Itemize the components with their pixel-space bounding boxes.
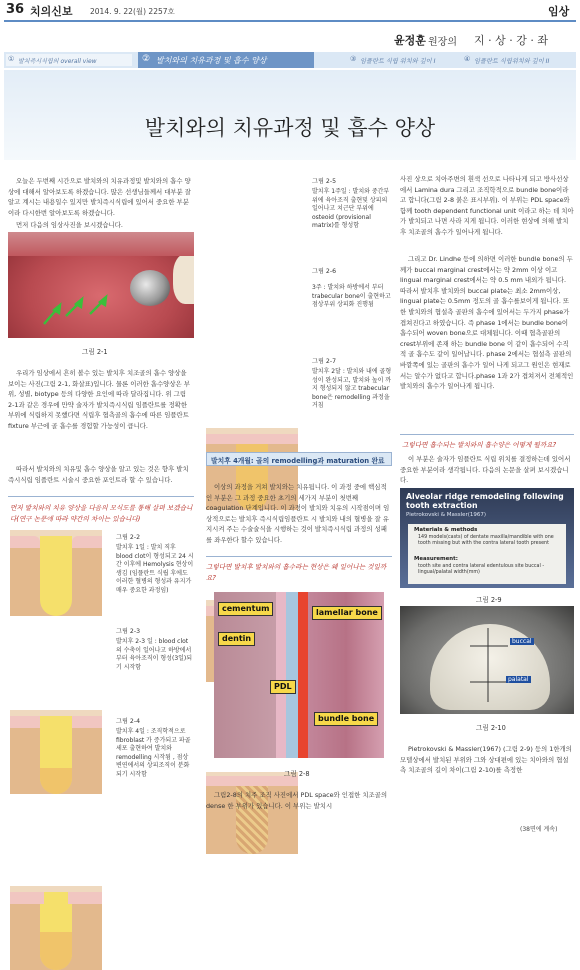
tab-4-label: 임플란트 식립위치와 깊이 II	[474, 58, 550, 65]
col3-divider	[400, 434, 574, 435]
paper-name: 치의신보	[30, 5, 73, 18]
figure-2-3-schematic	[10, 710, 102, 794]
figure-2-4-caption: 그림 2-4	[116, 718, 141, 725]
resorption-arrows	[8, 232, 194, 338]
figure-2-5-note: 발치후 1주일 : 발치와 중간부위에 육아조직 출현및 상피의 일어나고 치근단 부위에 osteoid (provisional matrix)를 형성함	[312, 188, 390, 230]
materials-heading: Materials & methods	[414, 527, 478, 533]
page-header	[0, 0, 580, 20]
dentin-region	[214, 592, 284, 758]
tab-1[interactable]	[6, 54, 132, 66]
tab-3[interactable]	[350, 54, 460, 66]
figure-2-9-caption: 그림 2-9	[476, 596, 502, 604]
gingiva-right	[72, 536, 102, 548]
label-pdl: PDL	[270, 680, 296, 694]
tab-3-label: 임플란트 식립 위치와 깊이 I	[360, 58, 436, 65]
col1-paragraph-4: 따라서 발치와의 치유및 흡수 양상을 알고 있는 것은 향후 발치즉시식립 임플란트 시술시 중요한 포인트라 할 수 있습니다.	[8, 465, 189, 484]
socket	[40, 536, 72, 616]
label-palatal: palatal	[508, 676, 529, 683]
col3-quote: 그렇다면 흡수되는 발치와의 흡수양은 어떻게 될까요?	[402, 441, 557, 449]
col2-divider	[206, 556, 392, 557]
gingiva-left	[10, 892, 44, 904]
col3-paragraph-3: 이 부분은 술자가 임플란트 식립 위치를 결정하는데 있어서 중요한 부분이라 생각됩니다. 다음의 논문을 살펴 보시겠습니다.	[400, 455, 571, 485]
figure-2-3-note: 발치후 2-3 일 : blood clot 의 수축이 일어나고 하방에서 부터 육아조직이 형성(3일)되기 시작함	[116, 638, 193, 671]
continued-note: (38면에 계속)	[520, 826, 558, 833]
figure-2-8-caption: 그림 2-8	[284, 770, 310, 778]
figure-2-5-caption: 그림 2-5	[312, 178, 337, 185]
col3-paragraph-1: 사진 상으로 치아주변의 흰색 선으로 나타나게 되고 방사선상에서 Lamina dura 그리고 조직학적으로 bundle bone이라고 합니다(그림 2-8 붉은 표시부위). 이 부위는 PDL space와 함께 tooth dependent functional unit 이라고 하는 데 치아가 발치되고 나면 사라 지게 됩니다. 이러한 현상에 의해 발치후 치조골의 흡수가 일어나게 됩니다.	[400, 175, 574, 236]
tab-2-label: 발치와의 치유과정 및 흡수 양상	[156, 56, 267, 65]
materials-body: 149 models(casts) of dentate maxilla/mandible with one tooth missing but with the contra lateral tooth present	[418, 535, 554, 546]
figure-2-10-cast-photo	[400, 606, 574, 714]
section-label: 임상	[548, 5, 570, 18]
figure-2-10-caption: 그림 2-10	[476, 724, 506, 732]
bundle-bone-highlight	[298, 592, 308, 758]
figure-2-4-schematic	[10, 886, 102, 970]
label-dentin: dentin	[218, 632, 255, 646]
remodelling-box-text: 발치후 4개월: 골의 remodelling과 maturation 완료	[211, 457, 385, 465]
col1-divider	[8, 496, 194, 497]
col3-paragraph-2: 그리고 Dr. Lindhe 등에 의하면 이러한 bundle bone의 두께가 buccal marginal crest에서는 약 2mm 이상 이고 lingual marginal crest에서는 약 0.5 mm 내외가 됩니다. 따라서 발치후 발치와의 buccal plate는 최소 2mm이상, lingual plate는 0.5mm 정도의 골 흡수를보이게 됩니다. 또한 발치와의 협설측 골판의 흡수에 있어서는 두가지 phase가 겹쳐진다고 하였습니다. 즉 phase 1에서는 bundle bone이 흡수되어 woven bone으로 대체됩니다. 이때 협측골판의 crest부위에 존재 하는 bundle bone 이 같이 흡수되어 수직적 골 흡수도 같이 일어납니다. phase 2에서는 협설측 골판의 바깥쪽에 있는 골판의 흡수가 일어 나게 되고그 원인은 현재로서는 알수가 없다고 합니다.phase 1과 2가 겹쳐져서 전체적인 발치와의 흡수가 일어나게 됩니다.	[400, 255, 574, 391]
headline-box	[4, 70, 576, 160]
label-lamellar-bone: lamellar bone	[312, 606, 382, 620]
figure-2-3-caption: 그림 2-3	[116, 628, 141, 635]
column-banner	[380, 26, 576, 50]
remodelling-box	[206, 452, 392, 466]
page-number: 36	[6, 2, 25, 17]
figure-2-2-caption: 그림 2-2	[116, 534, 141, 541]
col2-quote: 그렇다면 발치후 발치와의 흡수라는 현상은 왜 일어나는 것일까요?	[206, 563, 387, 582]
issue-date: 2014. 9. 22(월) 2257호	[90, 7, 175, 16]
tab-1-label: 발치즉시식립의 overall view	[18, 58, 97, 65]
label-cementum: cementum	[218, 602, 273, 616]
slide-content-box	[408, 524, 566, 584]
figure-2-7-schematic	[206, 772, 298, 854]
author-role: 원장의	[428, 37, 457, 48]
figure-2-4-note: 발치후 4일 : 조직학적으로 fibroblast 가 증가되고 파골세포 출현하여 발치와 remodelling 시작됨 , 점상변연에서의 상피조직이 분화되기 시작함	[116, 728, 191, 778]
series-tabs	[4, 52, 576, 68]
column-title: 지 · 상 · 강 · 좌	[474, 34, 548, 47]
col1-quote: 먼저 발치와의 치유 양상을 다음의 모식도를 통해 살펴 보겠습니다(연구 논문에 따라 약간의 차이는 있습니다)	[10, 504, 193, 523]
figure-2-6-note: 3주 : 발치와 하방에서 부터 trabecular bone이 출현하고 점상부위 상피화 진행됨	[312, 284, 391, 309]
col1-paragraph-1: 오늘은 두번째 시간으로 발치와의 치유과정및 발치와의 흡수 양상에 대해서 알아보도록 하겠습니다. 많은 선생님들께서 대부분 잘 알고 계시는 내용일수 있지만 발치즉시식립에 있어서 중요한 부분이라 다시한번 알아보도록 하겠습니다.	[8, 177, 191, 217]
epithelium	[206, 434, 298, 444]
gingiva-right	[68, 892, 102, 904]
tab-2-active[interactable]	[138, 52, 314, 68]
slide-title: Alveolar ridge remodeling following tooth extraction	[406, 492, 564, 510]
figure-2-1-photo	[8, 232, 194, 338]
tab-1-number: ①	[8, 55, 15, 63]
cementum-layer	[276, 592, 286, 758]
col2-paragraph-1: 이상의 과정을 거쳐 발치와는 치유됩니다. 이 과정 중에 핵심적인 부분은 그 과정 중요한 초기의 세가지 부분이 첫번째 coagulation 단계입니다. 이 과정이 발치와 치유의 시작점이며 임상적으로는 발치후 즉시식립임플란트 시 발치와 내의 혈병을 잘 유지시켜 주는 수술술식을 시행하는 것이 발치즉시식립 과정의 성패를 좌우한다 할수 있습니다.	[206, 483, 390, 544]
headline: 발치와의 치유과정 및 흡수 양상	[144, 116, 436, 140]
figure-2-1-caption: 그림 2-1	[82, 348, 108, 356]
gingiva-left	[10, 536, 40, 548]
tab-3-number: ③	[350, 55, 357, 63]
tab-2-number: ②	[142, 54, 151, 64]
measurement-body: tooth site and contra lateral edentulous site buccal - lingual/palatal width(mm)	[418, 564, 545, 575]
col3-paragraph-4: Pietrokovski & Massler(1967) (그림 2-9) 등의 1한개의 모델상에서 발치된 부위와 그와 상대편에 있는 치아와의 협설측 치조골의 길이 차이(그림 2-10)를 측정한	[400, 745, 572, 775]
header-rule	[4, 20, 576, 22]
col2-paragraph-2: 그림2-8의 치주 조직 사진에서 PDL space와 인접한 치조골의 dense 한 부위가 있습니다. 이 부위는 발치시	[206, 791, 388, 810]
figure-2-2-note: 발치후 1일 : 발치 직후 blood clot이 형성되고 24 시간 이후에 Hemolysis 현상이 생김 (임플란트 식립 후에도 이러한 혈병의 형성과 유지가 매우 중요한 과정임)	[116, 544, 194, 594]
col1-paragraph-2: 먼저 다음의 임상사진을 보시겠습니다.	[16, 221, 123, 229]
tab-4-number: ④	[464, 55, 471, 63]
figure-2-7-caption: 그림 2-7	[312, 358, 337, 365]
figure-2-9-slide	[400, 488, 574, 588]
gingiva-right	[72, 716, 102, 728]
granulation-tissue	[40, 932, 72, 970]
author-name: 윤정훈	[394, 34, 426, 47]
measurement-heading: Measurement:	[414, 556, 458, 562]
figure-2-2-schematic	[10, 530, 102, 616]
gingiva-left	[10, 716, 40, 728]
tab-4[interactable]	[464, 54, 574, 66]
col1-paragraph-3: 우리가 임상에서 흔히 볼수 있는 발치후 치조골의 흡수 양상을 보이는 사진(그림 2-1, 화살표)입니다. 물론 이러한 흡수양상은 부위, 성별, biotype 등의 다양한 요인에 따라 달라집니다. 위 그림 2-1과 같은 경우에 만약 술자가 발치즉시식립 임플란트를 정확한 부위에 식립하지 못했다면 식립후 협측골의 흡수에 따른 임플란트 fixture 부근에 골 흡수를 경험할 가능성이 큽니다.	[8, 369, 190, 430]
figure-2-6-caption: 그림 2-6	[312, 268, 337, 275]
figure-2-8-histology	[214, 592, 384, 758]
label-buccal: buccal	[512, 638, 532, 645]
label-bundle-bone: bundle bone	[314, 712, 378, 726]
slide-authors: Pietrokovski & Massler(1967)	[406, 512, 487, 518]
measurement-lines	[400, 606, 574, 714]
figure-2-7-note: 발치후 2달 : 발치와 내에 골형성이 완성되고, 발치와 높이 까지 형성되지 않고 trabecular bone은 remodelling 과정을 거침	[312, 368, 392, 410]
